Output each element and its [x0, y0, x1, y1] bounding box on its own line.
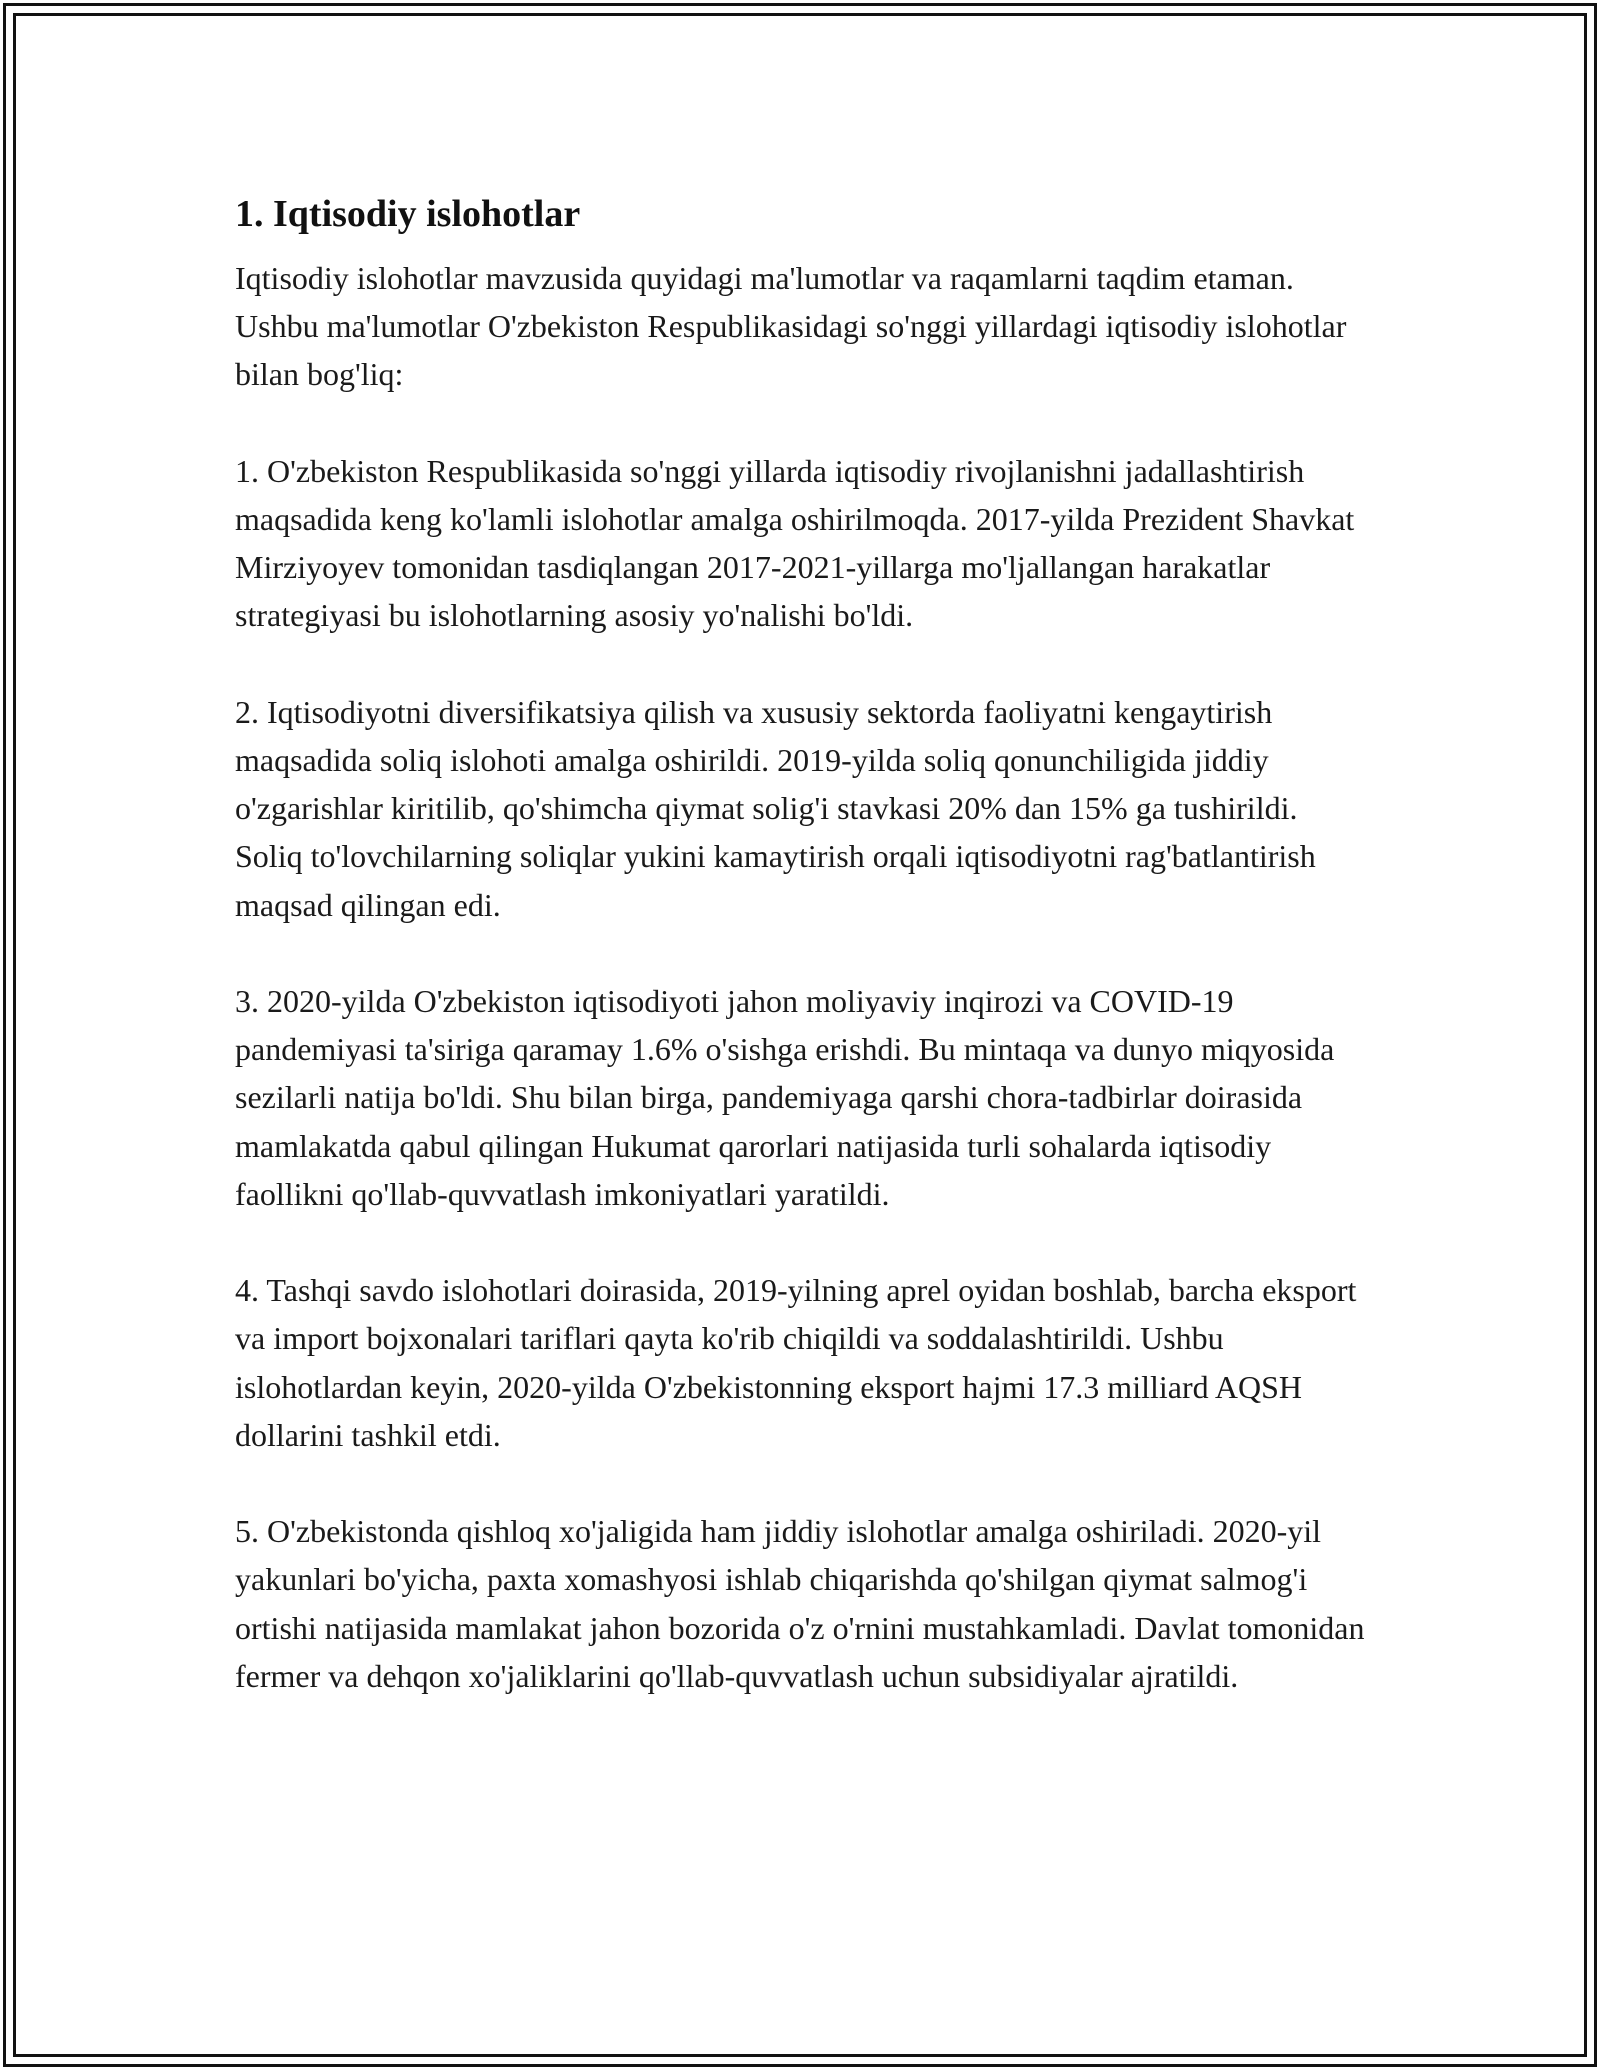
document-body: [235, 186, 1370, 1700]
section-heading: 1. Iqtisodiy islohotlar: [235, 193, 581, 235]
list-item-5: 5. O'zbekistonda qishloq xo'jaligida ham jiddiy islohotlar amalga oshiriladi. 2020-yil yakunlari bo'yicha, paxta xomashyosi ishlab chiqarishda qo'shilgan qiymat salmog'i ortishi natijasida mamlakat jahon bozorida o'z o'rnini mustahkamladi. Davlat tomonidan fermer va dehqon xo'jaliklarini qo'llab-quvvatlash uchun subsidiyalar ajratildi.: [235, 1513, 1365, 1694]
list-item-3: 3. 2020-yilda O'zbekiston iqtisodiyoti jahon moliyaviy inqirozi va COVID-19 pandemiyasi ta'siriga qaramay 1.6% o'sishga erishdi. Bu mintaqa va dunyo miqyosida sezilarli natija bo'ldi. Shu bilan birga, pandemiyaga qarshi chora-tadbirlar doirasida mamlakatda qabul qilingan Hukumat qarorlari natijasida turli sohalarda iqtisodiy faollikni qo'llab-quvvatlash imkoniyatlari yaratildi.: [235, 983, 1335, 1212]
list-item-2: 2. Iqtisodiyotni diversifikatsiya qilish va xususiy sektorda faoliyatni kengaytirish maqsadida soliq islohoti amalga oshirildi. 2019-yilda soliq qonunchiligida jiddiy o'zgarishlar kiritilib, qo'shimcha qiymat solig'i stavkasi 20% dan 15% ga tushirildi. Soliq to'lovchilarning soliqlar yukini kamaytirish orqali iqtisodiyotni rag'batlantirish maqsad qilingan edi.: [235, 693, 1316, 923]
list-item-4: 4. Tashqi savdo islohotlari doirasida, 2019-yilning aprel oyidan boshlab, barcha eksport va import bojxonalari tariflari qayta ko'rib chiqildi va soddalashtirildi. Ushbu islohotlardan keyin, 2020-yilda O'zbekistonning eksport hajmi 17.3 milliard AQSH dollarini tashkil etdi.: [235, 1272, 1357, 1453]
list-item-1: 1. O'zbekiston Respublikasida so'nggi yillarda iqtisodiy rivojlanishni jadallashtirish maqsadida keng ko'lamli islohotlar amalga oshirilmoqda. 2017-yilda Prezident Shavkat Mirziyoyev tomonidan tasdiqlangan 2017-2021-yillarga mo'ljallangan harakatlar strategiyasi bu islohotlarning asosiy yo'nalishi bo'ldi.: [235, 452, 1355, 634]
intro-paragraph: Iqtisodiy islohotlar mavzusida quyidagi ma'lumotlar va raqamlarni taqdim etaman. Ushbu ma'lumotlar O'zbekiston Respublikasidagi so'nggi yillardagi iqtisodiy islohotlar bilan bog'liq:: [235, 260, 1347, 393]
